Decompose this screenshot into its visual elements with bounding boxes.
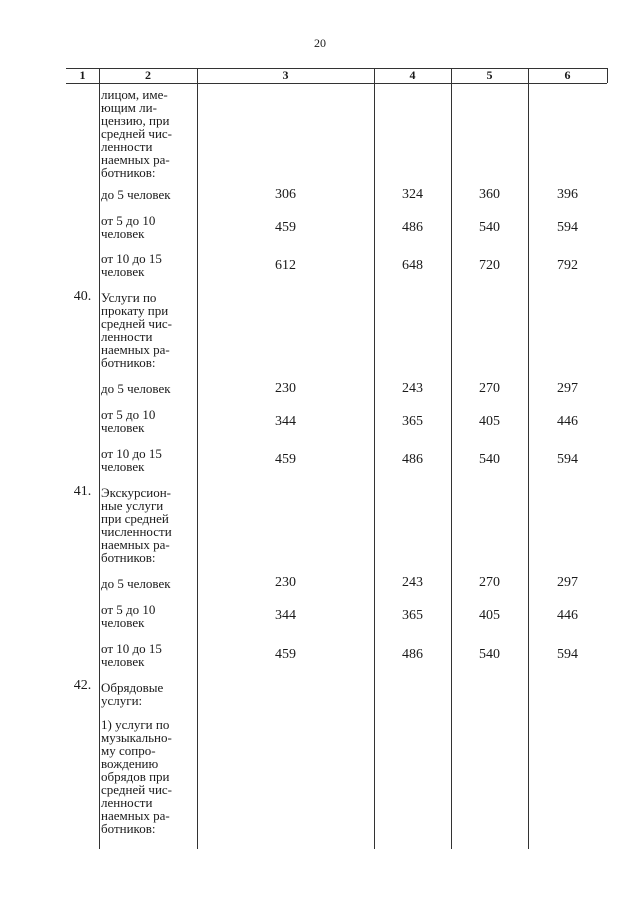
column-header: 4 [409,68,416,82]
value-col3: 459 [275,647,296,662]
page-number: 20 [314,36,326,50]
value-col6: 792 [557,258,578,273]
row-label: до 5 человек [101,187,171,202]
value-col4: 324 [402,187,423,202]
row-label: от 10 до 15 человек [101,641,162,669]
row-label: от 5 до 10 человек [101,602,156,630]
value-col3: 459 [275,452,296,467]
item-number: 40. [73,289,92,304]
value-col5: 720 [479,258,500,273]
item-description: Услуги по прокату при средней чис- ленности наемных ра- ботников: [101,290,173,370]
row-label: от 5 до 10 человек [101,407,156,435]
value-col6: 594 [557,452,578,467]
item-description: лицом, име- ющим ли- цензию, при средней чис- ленности наемных ра- ботников: [101,87,173,180]
value-col4: 486 [402,220,423,235]
value-col4: 365 [402,414,423,429]
value-col5: 540 [479,220,500,235]
value-col3: 306 [275,187,296,202]
value-col4: 486 [402,452,423,467]
value-col6: 396 [557,187,578,202]
value-col6: 297 [557,381,578,396]
item-description: Экскурсион- ные услуги при средней численности наемных ра- ботников: [101,485,172,565]
item-number: 42. [73,678,92,693]
table-header-rule [66,83,607,84]
row-label: до 5 человек [101,381,171,396]
value-col5: 360 [479,187,500,202]
column-header: 6 [564,68,571,82]
value-col6: 594 [557,647,578,662]
value-col6: 446 [557,608,578,623]
value-col5: 540 [479,647,500,662]
column-header: 2 [145,68,151,82]
item-subdescription: 1) услуги по музыкально- му сопро- вождению обрядов при средней чис- ленности наемных ра- ботников: [101,717,173,836]
value-col3: 459 [275,220,296,235]
value-col5: 270 [479,381,500,396]
row-label: от 5 до 10 человек [101,213,156,241]
row-label: от 10 до 15 человек [101,251,162,279]
column-header: 5 [486,68,493,82]
value-col4: 486 [402,647,423,662]
value-col3: 230 [275,381,296,396]
value-col4: 243 [402,575,423,590]
value-col5: 540 [479,452,500,467]
column-divider [99,68,100,849]
value-col6: 297 [557,575,578,590]
value-col6: 594 [557,220,578,235]
column-divider [607,68,608,83]
value-col6: 446 [557,414,578,429]
column-header: 1 [79,68,86,82]
value-col4: 648 [402,258,423,273]
value-col5: 270 [479,575,500,590]
value-col4: 243 [402,381,423,396]
row-label: от 10 до 15 человек [101,446,162,474]
item-number: 41. [73,484,92,499]
item-description: Обрядовые услуги: [101,680,164,708]
row-label: до 5 человек [101,576,171,591]
value-col3: 344 [275,608,296,623]
value-col3: 344 [275,414,296,429]
value-col3: 612 [275,258,296,273]
column-header: 3 [282,68,289,82]
value-col5: 405 [479,608,500,623]
value-col4: 365 [402,608,423,623]
value-col3: 230 [275,575,296,590]
value-col5: 405 [479,414,500,429]
